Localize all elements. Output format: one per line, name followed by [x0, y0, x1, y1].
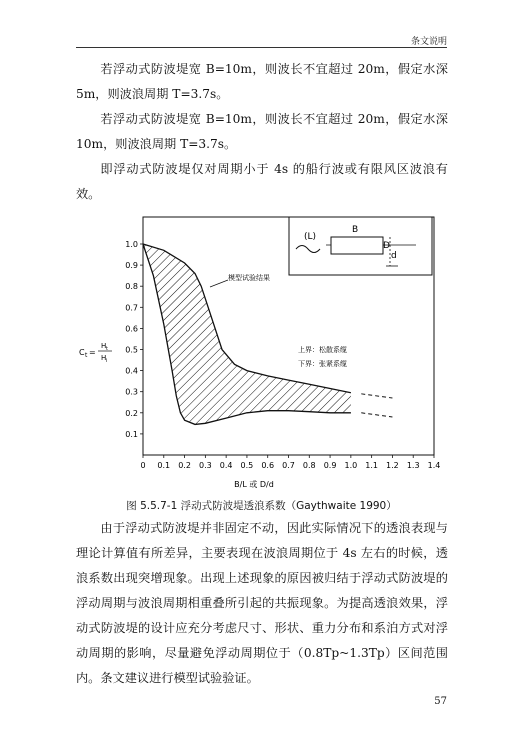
figure-caption: 图 5.5.7-1 浮动式防波堤透浪系数（Gaythwaite 1990） — [126, 500, 397, 512]
paragraph-3: 即浮动式防波堤仅对周期小于 4s 的船行波或有限风区波浪有效。 — [76, 162, 448, 201]
paragraph-4: 由于浮动式防波堤并非固定不动，因此实际情况下的透浪表现与理论计算值有所差异，主要表现在波浪周期位于 4s 左右的时候，透浪系数出现突增现象。出现上述现象的原因被归结于浮动式防波堤的浮动周期与波浪周期相重叠所引起的共振现象。为提高透浪效果，浮动式防波堤的设计应充分考虑尺寸、形状、重力分布和系泊方式对浮动周期的影响，尽量避免浮动周期位于（0.8Tp~1.3Tp）区间范围内。条文建议进行模型试验验证。 — [76, 521, 448, 685]
model-result-annotation: 模型试验结果 — [228, 274, 270, 282]
lower-extrapolation — [361, 413, 392, 417]
y-axis-label — [79, 342, 112, 364]
x-tick-label: 0 — [140, 461, 146, 470]
x-tick-label: 0.7 — [282, 461, 295, 470]
x-tick-label: 1.0 — [344, 461, 358, 470]
y-tick-label: 0.6 — [125, 324, 138, 334]
paragraph-2: 若浮动式防波堤宽 B=10m，则波长不宜超过 20m，假定水深 10m，则波浪周期 T=3.7s。 — [76, 112, 448, 151]
chart-svg — [76, 204, 448, 494]
section-label: 条文说明 — [410, 37, 447, 47]
y-tick-label: 0.9 — [125, 261, 138, 271]
x-tick-label: 0.6 — [261, 461, 275, 470]
y-tick-label: 0.7 — [125, 303, 138, 313]
upper-extrapolation — [361, 394, 392, 398]
x-tick-label: 0.5 — [240, 461, 254, 470]
breakwater-body — [331, 237, 383, 254]
y-tick-label: 0.5 — [125, 345, 138, 355]
upper-bound-annotation: 上界：松散系缆 — [298, 346, 347, 354]
page-number: 57 — [434, 696, 447, 707]
svg-text:i: i — [106, 358, 108, 364]
y-tick-label: 0.4 — [125, 366, 138, 376]
x-tick-label: 1.3 — [406, 461, 420, 470]
x-tick-label: 1.4 — [427, 461, 441, 470]
x-tick-label: 1.1 — [365, 461, 379, 470]
svg-text:=: = — [89, 348, 96, 357]
x-tick-label: 0.1 — [157, 461, 171, 470]
y-tick-label: 0.1 — [125, 429, 138, 439]
x-tick-label: 0.9 — [323, 461, 337, 470]
header-rule — [76, 47, 447, 48]
inset-diagram — [289, 217, 432, 275]
x-tick-label: 1.2 — [386, 461, 399, 470]
x-axis-label: B/L 或 D/d — [234, 480, 274, 489]
lower-bound-annotation: 下界：张紧系缆 — [298, 360, 347, 368]
svg-text:t: t — [106, 346, 108, 352]
x-tick-label: 0.2 — [178, 461, 191, 470]
svg-text:H: H — [101, 354, 107, 362]
x-tick-label: 0.8 — [302, 461, 316, 470]
inset-b-label: B — [352, 225, 359, 235]
inset-d-upper-label: D — [383, 241, 390, 251]
inset-wave-label: (L) — [304, 232, 317, 242]
x-tick-label: 0.3 — [198, 461, 212, 470]
svg-text:H: H — [101, 342, 107, 350]
y-tick-label: 0.3 — [125, 387, 138, 397]
transmission-chart — [76, 204, 448, 498]
paragraph-1: 若浮动式防波堤宽 B=10m，则波长不宜超过 20m，假定水深 5m，则波浪周期 T=3.7s。 — [76, 62, 448, 101]
y-tick-label: 0.8 — [125, 282, 138, 292]
y-tick-label: 1.0 — [125, 240, 138, 249]
y-tick-label: 0.2 — [125, 408, 138, 418]
x-tick-label: 0.4 — [219, 461, 233, 470]
svg-text:t: t — [85, 352, 88, 359]
svg-text:C: C — [79, 348, 85, 357]
annotation-leader — [210, 280, 228, 287]
inset-d-lower-label: d — [391, 251, 397, 261]
